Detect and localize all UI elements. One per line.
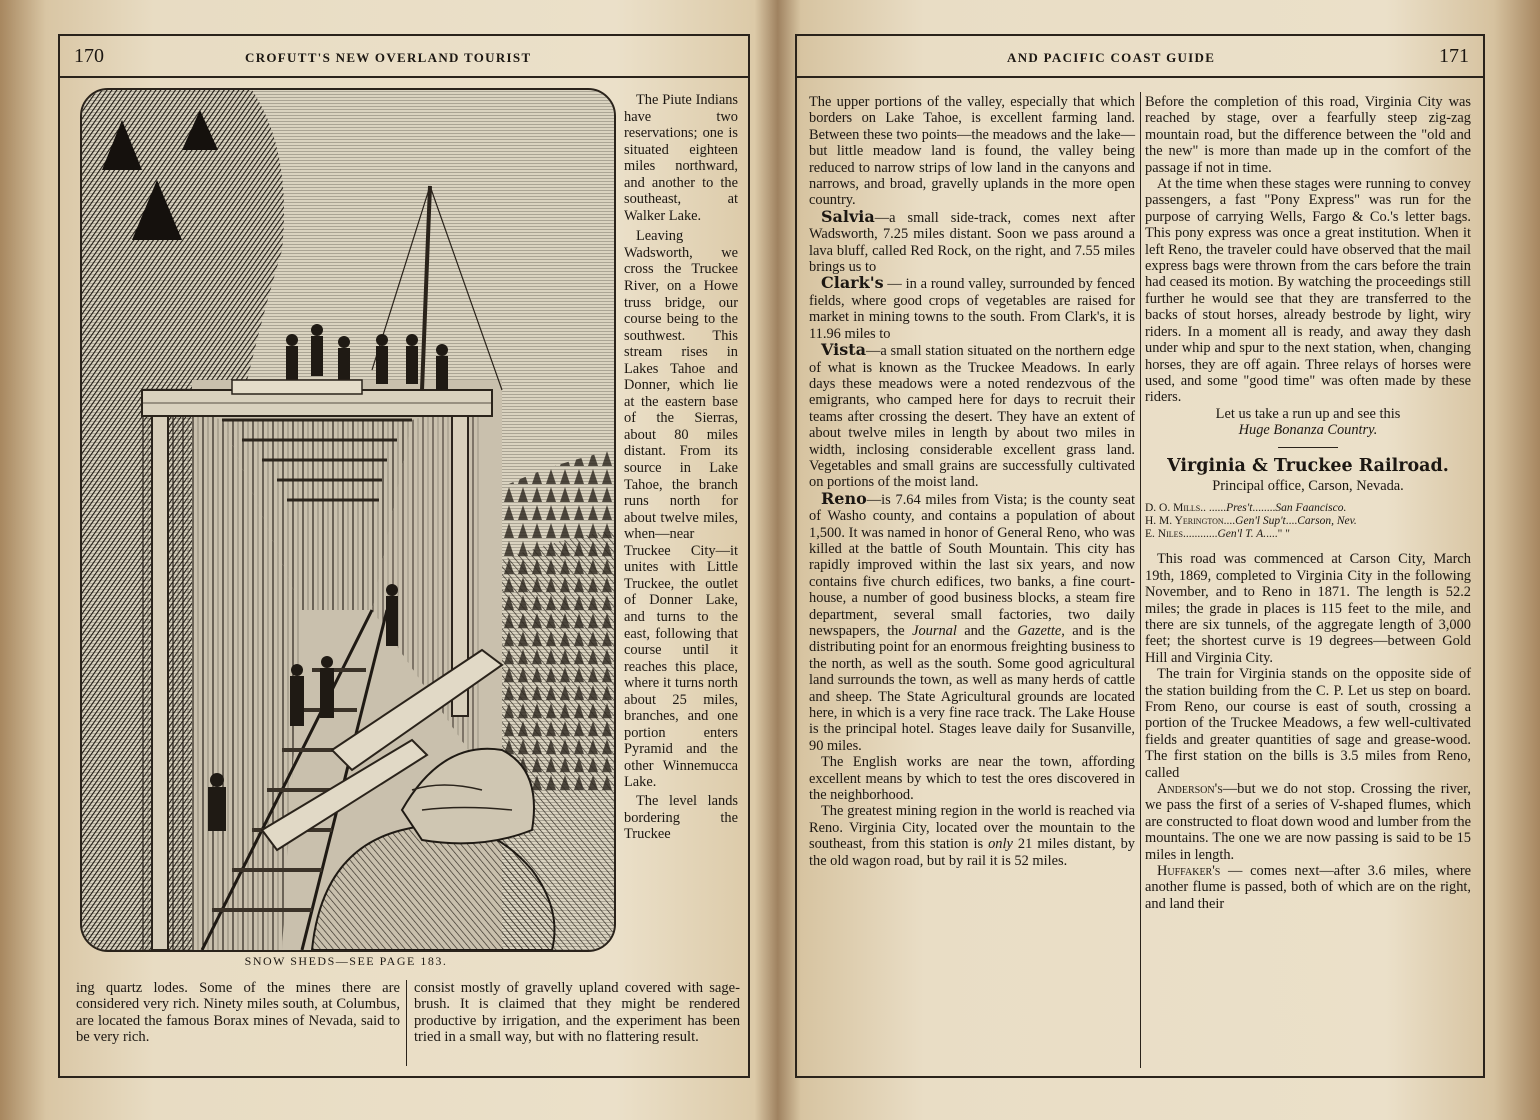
huffakers-heading: Huffaker's: [1157, 863, 1221, 880]
quartz-lodes-text: ing quartz lodes. Some of the mines there are considered very rich. Ninety miles south, at Columbus, are located the famous Borax mines of Nevada, said to be very rich.: [76, 980, 400, 1046]
left-bottom-divider: [406, 980, 407, 1066]
right-page: [795, 34, 1485, 1078]
salvia-heading: Salvia: [821, 206, 875, 226]
right-col-1: [809, 94, 1135, 869]
level-lands-paragraph: The level lands bordering the Truckee: [624, 792, 738, 843]
right-col-2: [1145, 94, 1471, 912]
leaving-wadsworth-paragraph: Leaving Wadsworth, we cross the Truckee River, on a Howe truss bridge, our course being to the southwest. This stream rises in Lakes Tahoe and Donner, which lie at the eastern base of the Sierras, about 80 miles distant. From its source in Lake Tahoe, the branch runs north for about twelve miles, when—near Truckee City—it unites with Little Truckee, the outlet of Donner Lake, and turns to the east, following that course until it reaches this place, where it turns north about 25 miles, branches, and one portion enters Pyramid and the other Winnemucca Lake.: [624, 228, 738, 791]
left-page-number: 170: [74, 45, 104, 67]
stage-paragraph: Before the completion of this road, Virginia City was reached by stage, over a fearfully steep zig-zag mountain road, but the difference between the "old and the new" is more than made up in the comfort of the passage if not in time.: [1145, 94, 1471, 176]
section-rule: [1278, 447, 1338, 448]
officer-row: E. Niles............Gen'l T. A....." ": [1145, 528, 1290, 541]
mining-region-paragraph: The greatest mining region in the world is reached via Reno. Virginia City, located over the mountain to the southeast, from this station is only 21 miles distant, by the old wagon road, but by rail it is 52 miles.: [809, 803, 1135, 869]
pony-express-paragraph: At the time when these stages were running to convey passengers, a fast "Pony Express" was run for the purpose of carrying Wells, Fargo & Co.'s letter bags. This pony express was once a great institution. When it left Reno, the traveler could have observed that the mail express bags were thrown from the cars before the train had ceased its motion. By watching the proceedings still further he would see that they are transferred to the backs of stout horses, already bestrode by light, wiry riders. In a moment all is ready, and away they dash under whip and spur to the next station, when, changing horses, they are off again. Three relays of horses were used, and some "good time" was often made by these riders.: [1145, 176, 1471, 406]
railroad-heading: Virginia & Truckee Railroad.: [1167, 455, 1449, 476]
left-running-head: [60, 36, 748, 78]
right-running-head: [797, 36, 1483, 78]
andersons-entry: Anderson's—but we do not stop. Crossing the river, we pass the first of a series of V-shaped flumes, which are constructed to float down wood and lumber from the mountains. The one we are now passing is said to be 15 miles in length.: [1145, 781, 1471, 863]
right-column-divider: [1140, 92, 1141, 1068]
salvia-entry: Salvia—a small side-track, comes next after Wadsworth, 7.25 miles distant. Soon we pass around a lava bluff, called Red Rock, on the right, and 7.55 miles brings us to: [809, 206, 1135, 276]
sage-brush-text: consist mostly of gravelly upland covered with sage-brush. It is claimed that they might be rendered productive by irrigation, and the experiment has been tried in a small way, but with no flattering result.: [414, 980, 740, 1046]
huffakers-entry: Huffaker's — comes next—after 3.6 miles, where another flume is passed, both of which are on the right, and land their: [1145, 863, 1471, 912]
bonanza-line: Let us take a run up and see this: [1215, 405, 1401, 422]
left-running-title: CROFUTT'S NEW OVERLAND TOURIST: [245, 50, 532, 65]
reno-entry: Reno—is 7.64 miles from Vista; is the county seat of Washo county, and contains a population of about 1,500. It was named in honor of General Reno, who was killed at the battle of South Mountain. This city has rapidly improved within the last six years, and now contains five church edifices, two banks, a fine court-house, a number of good business blocks, a steam fire department, several small factories, two daily newspapers, the Journal and the Gazette, and is the distributing point for an enormous freighting business to the north, as well as the south. Some good agricultural land surrounds the town, as well as many herds of cattle and sheep. The State Agricultural grounds are located here, in which is a very fine race track. The Lake House is the principal hotel. Stages leave daily for Susanville, 90 miles.: [809, 488, 1135, 754]
piute-paragraph: The Piute Indians have two reservations; one is situated eighteen miles northward, and another to the southeast, at Walker Lake.: [624, 92, 738, 224]
valley-paragraph: The upper portions of the valley, especially that which borders on Lake Tahoe, is excellent farming land. Between these two points—the meadows and the lake—but little meadow land is found, the valley being reduced to narrow strips of low land in the canyons and narrows, and broad, gravelly uplands in the more open country.: [809, 94, 1135, 209]
bonanza-italic: Huge Bonanza Country.: [1238, 422, 1378, 439]
vista-heading: Vista: [821, 340, 866, 360]
reno-heading: Reno: [821, 488, 867, 508]
left-bottom-col-1: [76, 980, 400, 1046]
snow-sheds-illustration: [80, 88, 616, 952]
right-page-number: 171: [1439, 45, 1469, 67]
left-page: [58, 34, 750, 1078]
clarks-heading: Clark's: [821, 273, 884, 293]
andersons-heading: Anderson's: [1157, 781, 1223, 798]
english-works-paragraph: The English works are near the town, affording excellent means by which to test the ores discovered in the neighborhood.: [809, 754, 1135, 804]
officer-row: H. M. Yerington....Gen'l Sup't....Carson, Nev.: [1145, 515, 1357, 528]
road-commenced-paragraph: This road was commenced at Carson City, March 19th, 1869, completed to Virginia City in the following November, and to Reno in 1871. The length is 52.2 miles; the grade in places is 115 feet to the mile, and there are six tunnels, of the aggregate length of 3,000 feet; the shortest curve is 19 degrees—between Gold Hill and Virginia City.: [1145, 551, 1471, 666]
left-bottom-col-2: [414, 980, 740, 1046]
illustration-caption: SNOW SHEDS—SEE PAGE 183.: [244, 954, 448, 968]
principal-office-line: Principal office, Carson, Nevada.: [1212, 477, 1404, 494]
clarks-entry: Clark's — in a round valley, surrounded by fenced fields, where good crops of vegetables are raised for market in mining towns to the south. From Clark's, it is 11.96 miles to: [809, 273, 1135, 342]
right-running-title: AND PACIFIC COAST GUIDE: [1007, 50, 1216, 65]
train-paragraph: The train for Virginia stands on the opposite side of the station building from the C. P. Let us step on board. From Reno, our course is east of south, crossing a portion of the Truckee Meadows, a few well-cultivated fields and greater quantities of sage and grease-wood. The first station on the bills is 3.5 miles from Reno, called: [1145, 666, 1471, 781]
left-narrow-column: [624, 92, 738, 843]
vista-entry: Vista—a small station situated on the northern edge of what is known as the Truckee Meadows. In early days these meadows were a noted rendezvous of the emigrants, who camped here for days to recruit their teams after crossing the desert. They have an extent of about twelve miles in length by about two miles in width, inclosing considerable excellent grass land. Vegetables and small grains are successfully cultivated on portions of the moist land.: [809, 340, 1135, 491]
officer-row: D. O. Mills.. ......Pres't........San Faancisco.: [1145, 502, 1347, 515]
officers-table: [1145, 502, 1471, 541]
